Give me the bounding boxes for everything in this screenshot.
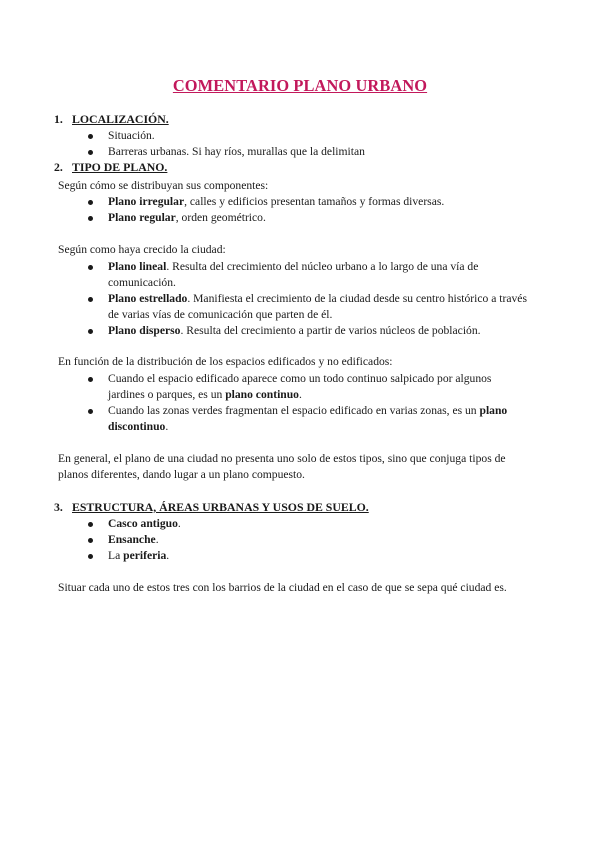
section-3-heading xyxy=(54,500,369,515)
bullet-icon xyxy=(88,409,93,414)
section-1-number: 1. xyxy=(54,112,63,126)
paragraph: Situar cada uno de estos tres con los barrios de la ciudad en el caso de que se sepa qué ciudad es. xyxy=(58,581,507,594)
bullet-icon xyxy=(88,150,93,155)
bullet-icon xyxy=(88,377,93,382)
bullet-icon xyxy=(88,297,93,302)
bullet-icon xyxy=(88,216,93,221)
section-3-title: ESTRUCTURA, ÁREAS URBANAS Y USOS DE SUELO. xyxy=(72,500,369,514)
bullet-icon xyxy=(88,329,93,334)
bullet-icon xyxy=(88,134,93,139)
list-item: Plano lineal. Resulta del crecimiento del núcleo urbano a lo largo de una vía de comunicación. xyxy=(90,259,530,291)
list-item: Plano estrellado. Manifiesta el crecimiento de la ciudad desde su centro histórico a través de varias vías de comunicación que parten de él. xyxy=(90,291,530,323)
bullet-icon xyxy=(88,200,93,205)
bullet-icon xyxy=(88,265,93,270)
bullet-icon xyxy=(88,554,93,559)
list-item: Cuando las zonas verdes fragmentan el espacio edificado en varias zonas, es un plano discontinuo. xyxy=(90,403,530,435)
list-item: Cuando el espacio edificado aparece como un todo continuo salpicado por algunos jardines o parques, es un plano continuo. xyxy=(90,371,530,403)
section-2-title: TIPO DE PLANO. xyxy=(72,160,168,174)
list-item: Plano irregular, calles y edificios presentan tamaños y formas diversas. xyxy=(90,194,530,210)
section-2-number: 2. xyxy=(54,160,63,174)
section-1-heading xyxy=(54,112,169,127)
list-item: Plano disperso. Resulta del crecimiento a partir de varios núcleos de población. xyxy=(90,323,530,339)
list-item: Situación. xyxy=(90,128,530,144)
paragraph: En función de la distribución de los espacios edificados y no edificados: xyxy=(58,355,393,368)
list-item: Barreras urbanas. Si hay ríos, murallas que la delimitan xyxy=(90,144,530,160)
bullet-icon xyxy=(88,522,93,527)
bullet-icon xyxy=(88,538,93,543)
section-2-heading xyxy=(54,160,167,175)
list-item: La periferia. xyxy=(90,548,530,564)
section-3-number: 3. xyxy=(54,500,63,514)
paragraph: Según cómo se distribuyan sus componentes: xyxy=(58,179,269,192)
list-item: Ensanche. xyxy=(90,532,530,548)
list-item: Casco antiguo. xyxy=(90,516,530,532)
paragraph: Según como haya crecido la ciudad: xyxy=(58,243,226,256)
section-1-title: LOCALIZACIÓN. xyxy=(72,112,169,126)
list-item: Plano regular, orden geométrico. xyxy=(90,210,530,226)
paragraph: En general, el plano de una ciudad no presenta uno solo de estos tipos, sino que conjuga tipos de planos diferentes, dando lugar a un plano compuesto. xyxy=(58,452,506,481)
document-title: COMENTARIO PLANO URBANO xyxy=(172,76,428,95)
